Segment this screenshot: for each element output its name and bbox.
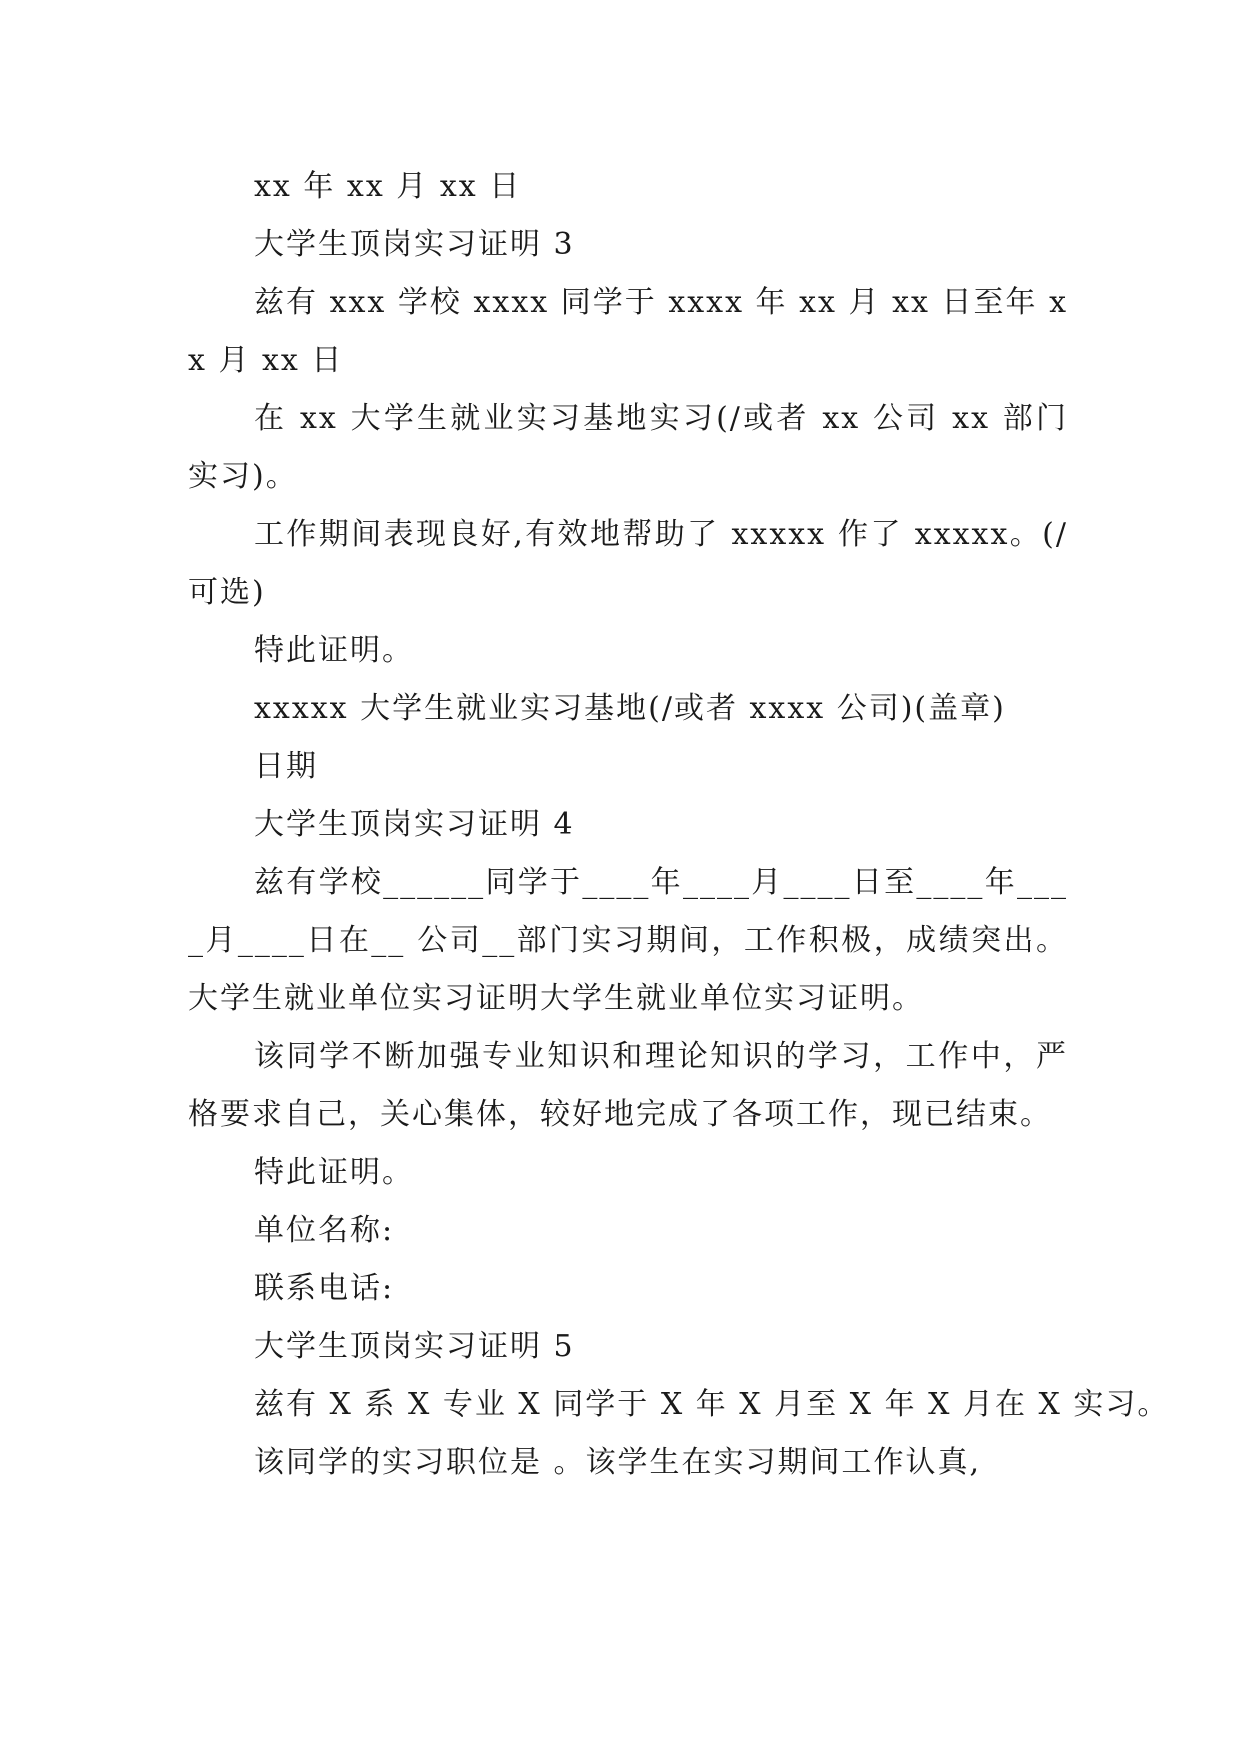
issuer-line: xxxxx 大学生就业实习基地(/或者 xxxx 公司)(盖章) — [254, 691, 1006, 726]
document-body — [188, 158, 1170, 1492]
date-line: xx 年 xx 月 xx 日 — [254, 169, 522, 204]
certification-statement-2: 特此证明。 — [254, 1155, 414, 1190]
certification-statement: 特此证明。 — [254, 633, 414, 668]
paragraph-internship-location: 在 xx 大学生就业实习基地实习(/或者 xx 公司 xx 部门实习)。 — [188, 401, 1068, 494]
section-title-3: 大学生顶岗实习证明 3 — [254, 227, 575, 262]
section-title-5: 大学生顶岗实习证明 5 — [254, 1329, 575, 1364]
paragraph-fill-in-period: 兹有学校______同学于____年____月____日至____年____月____日在__ 公司__部门实习期间，工作积极，成绩突出。大学生就业单位实习证明大学生就业单位实习证明。 — [188, 865, 1068, 1016]
section-title-4: 大学生顶岗实习证明 4 — [254, 807, 575, 842]
paragraph-x-template: 兹有 X 系 X 专业 X 同学于 X 年 X 月至 X 年 X 月在 X 实习。 — [254, 1387, 1170, 1422]
paragraph-position: 该同学的实习职位是 。该学生在实习期间工作认真, — [254, 1445, 982, 1480]
phone-label: 联系电话: — [254, 1271, 395, 1306]
date-label: 日期 — [254, 749, 318, 784]
paragraph-internship-period: 兹有 xxx 学校 xxxx 同学于 xxxx 年 xx 月 xx 日至年 xx 月 xx 日 — [188, 285, 1068, 378]
unit-name-label: 单位名称: — [254, 1213, 395, 1248]
paragraph-evaluation: 该同学不断加强专业知识和理论知识的学习，工作中，严格要求自己，关心集体，较好地完成了各项工作，现已结束。 — [188, 1039, 1068, 1132]
paragraph-performance: 工作期间表现良好,有效地帮助了 xxxxx 作了 xxxxx。(/可选) — [188, 517, 1068, 610]
